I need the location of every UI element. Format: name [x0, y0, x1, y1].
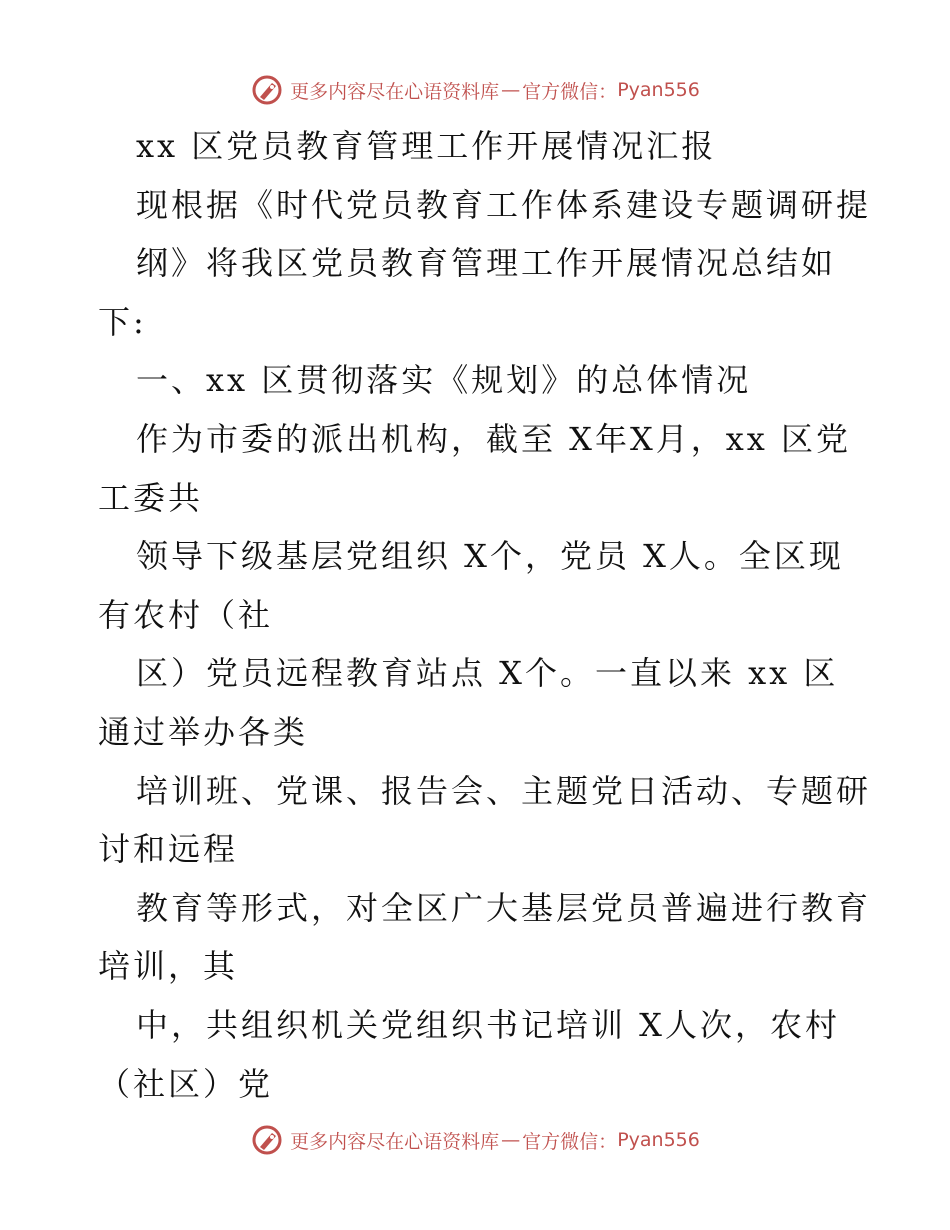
paragraph-line: 下:: [98, 302, 147, 341]
paragraph-line: 纲》将我区党员教育管理工作开展情况总结如: [136, 244, 837, 283]
watermark-text: 更多内容尽在心语资料库: [290, 80, 500, 103]
pen-nib-circle-icon: [250, 1123, 284, 1157]
watermark-separator: —: [501, 1129, 521, 1151]
paragraph-line: 教育等形式，对全区广大基层党员普遍进行教育: [136, 888, 872, 927]
paragraph-line: 培训，其: [98, 947, 239, 986]
paragraph-line: 讨和远程: [98, 830, 239, 869]
watermark-account-prefix: 官方微信：: [522, 1130, 618, 1153]
paragraph-line: 通过举办各类: [98, 712, 309, 751]
paragraph-line: 作为市委的派出机构，截至 X年X月，xx 区党: [136, 419, 852, 458]
paragraph-line: 有农村（社: [98, 595, 274, 634]
watermark-footer: [0, 1120, 950, 1160]
watermark-account-id: Pyan556: [617, 1129, 700, 1151]
paragraph-line: 区）党员远程教育站点 X个。一直以来 xx 区: [136, 654, 839, 693]
document-title: xx 区党员教育管理工作开展情况汇报: [136, 127, 717, 165]
section-heading: 一、xx 区贯彻落实《规划》的总体情况: [136, 361, 752, 400]
watermark-text: 更多内容尽在心语资料库: [290, 1130, 500, 1153]
watermark-separator: —: [501, 79, 521, 101]
paragraph-line: 中，共组织机关党组织书记培训 X人次，农村: [136, 1005, 840, 1044]
paragraph-line: 工委共: [98, 478, 204, 517]
document-body: [98, 117, 872, 1113]
watermark-account-id: Pyan556: [617, 79, 700, 101]
paragraph-line: （社区）党: [98, 1064, 274, 1103]
paragraph-line: 培训班、党课、报告会、主题党日活动、专题研: [136, 771, 872, 810]
watermark-header: [0, 70, 950, 110]
pen-nib-circle-icon: [250, 73, 284, 107]
paragraph-line: 领导下级基层党组织 X个，党员 X人。全区现: [136, 537, 844, 576]
watermark-account-prefix: 官方微信：: [522, 80, 618, 103]
paragraph-line: 现根据《时代党员教育工作体系建设专题调研提: [136, 185, 872, 224]
